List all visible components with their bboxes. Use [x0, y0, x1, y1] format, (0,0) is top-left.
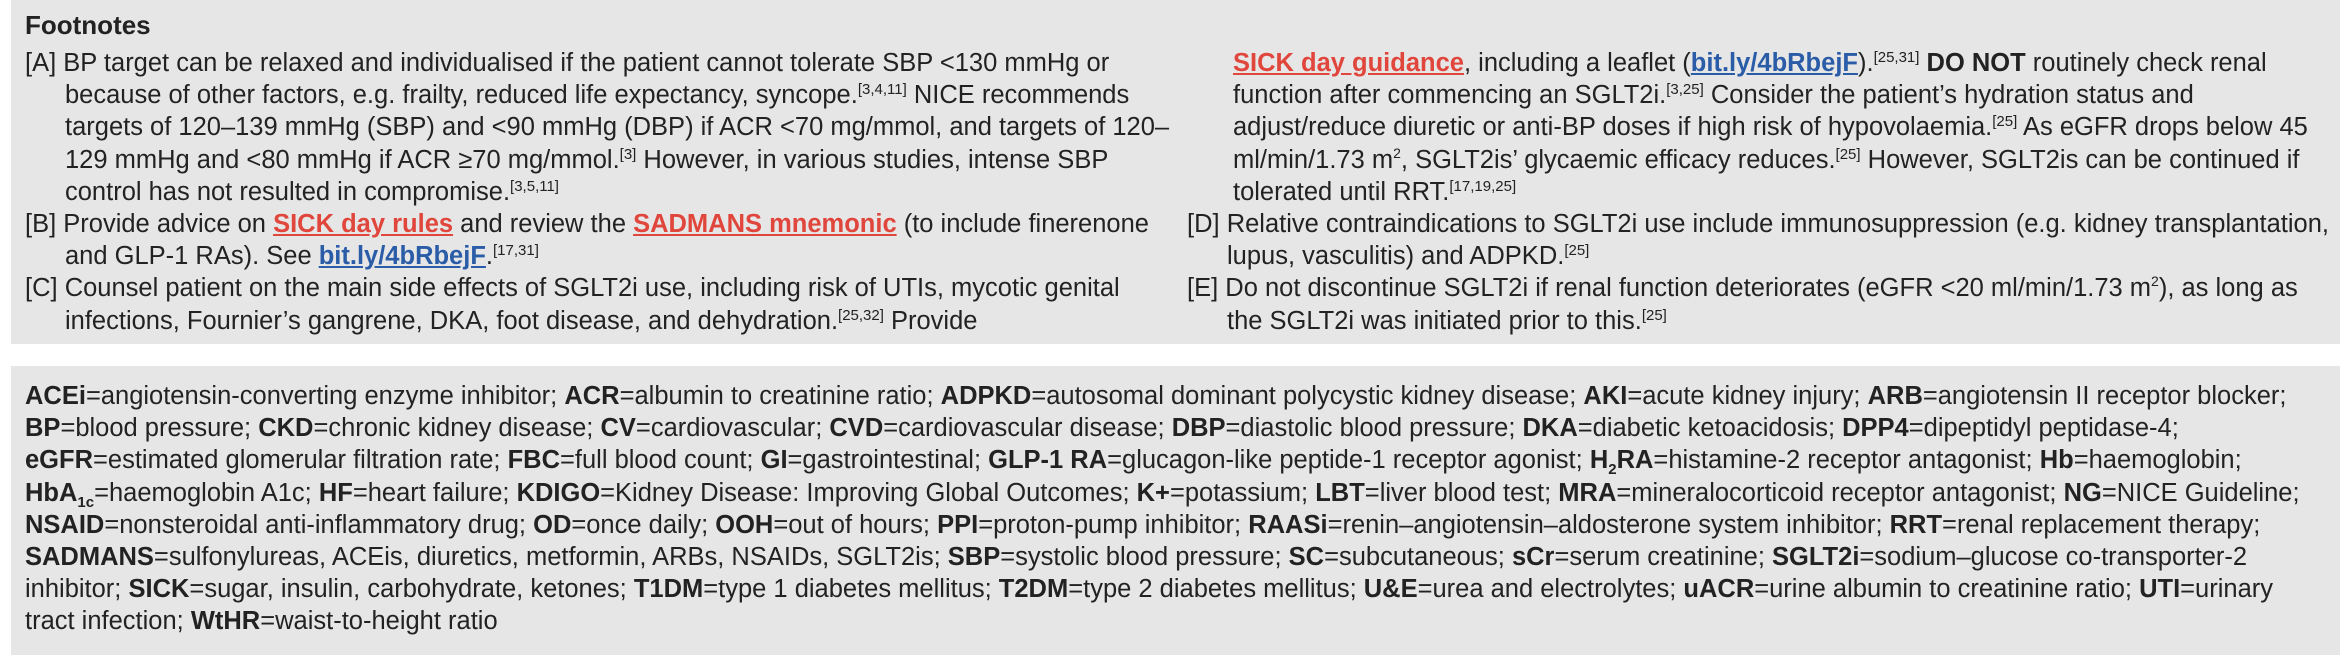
- abbreviation-entry: [1289, 543, 1512, 571]
- abbreviation-term: SICK: [128, 575, 190, 604]
- footnotes-left-column: [25, 47, 1175, 337]
- abbreviation-term: NSAID: [25, 510, 105, 539]
- abbreviation-term: WtHR: [190, 607, 261, 636]
- sick-day-guidance-link[interactable]: SICK day guidance: [1233, 49, 1464, 77]
- abbreviation-term: LBT: [1315, 478, 1365, 507]
- abbreviation-entry: [1558, 479, 2063, 507]
- abbreviation-entry: [761, 446, 989, 474]
- reference: [3,4,11]: [857, 81, 907, 99]
- reference: [25]: [1835, 145, 1861, 163]
- abbreviation-term: eGFR: [25, 446, 94, 475]
- abbreviation-term: GLP-1 RA: [988, 446, 1108, 475]
- abbreviation-entry: [829, 414, 1171, 442]
- footnote-d-letter: [D]: [1187, 210, 1220, 239]
- footnote-e-text-1: Do not discontinue SGLT2i if renal function deteriorates (eGFR <20 ml/min/1.73 m: [1225, 274, 2152, 303]
- footnote-b-text-2: and review the: [453, 210, 634, 239]
- abbreviation-term: OD: [533, 510, 572, 539]
- footnotes-right-column: [1187, 47, 2337, 337]
- footnote-c-cont-text-7: However, SGLT2is can be continued if tolerated until RRT.: [1233, 145, 2300, 206]
- abbreviation-definition: =haemoglobin;: [2073, 446, 2242, 475]
- abbreviation-entry: [634, 575, 999, 603]
- abbreviation-entry: [25, 478, 319, 511]
- abbreviation-entry: [937, 511, 1248, 539]
- abbreviation-entry: [564, 382, 940, 410]
- abbreviation-entry: [25, 414, 258, 442]
- abbreviation-entry: [1589, 446, 2040, 479]
- footnote-c-cont-text-6: , SGLT2is’ glycaemic efficacy reduces.: [1400, 145, 1836, 174]
- abbreviation-entry: [25, 543, 948, 571]
- abbreviation-entry: [600, 414, 829, 442]
- abbreviation-entry: [1868, 382, 2287, 410]
- abbreviation-definition: =dipeptidyl peptidase-4;: [1908, 414, 2179, 443]
- footnote-b-text-4: .: [485, 242, 493, 271]
- abbreviation-entry: [191, 607, 498, 635]
- abbreviation-term: OOH: [715, 510, 774, 539]
- footnote-b: [25, 208, 1175, 272]
- abbreviation-term: ARB: [1867, 382, 1923, 410]
- abbreviation-entry: [1315, 479, 1558, 507]
- abbreviation-entry: [1890, 511, 2261, 539]
- abbreviation-term: ACEi: [25, 382, 86, 410]
- footnotes-title: Footnotes: [25, 10, 151, 40]
- footnote-a-text-3: However, in various studies, intense SBP control has not resulted in compromise.: [65, 145, 1108, 206]
- abbreviation-entry: [1523, 414, 1843, 442]
- footnote-c-cont-text-4: Consider the patient’s hydration status and adjust/reduce diuretic or anti-BP doses if high risk of hypovolaemia.: [1233, 81, 2194, 142]
- sick-day-rules-link[interactable]: SICK day rules: [273, 210, 454, 239]
- abbreviation-entry: [1248, 511, 1889, 539]
- abbreviation-definition: =full blood count;: [560, 446, 761, 475]
- superscript: 2: [1393, 144, 1401, 161]
- abbreviation-definition: =sugar, insulin, carbohydrate, ketones;: [189, 575, 634, 604]
- abbreviation-entry: [1583, 382, 1867, 410]
- abbreviation-term: DBP: [1171, 414, 1226, 443]
- abbreviation-entry: [258, 414, 600, 442]
- abbreviation-definition: =type 2 diabetes mellitus;: [1068, 575, 1364, 604]
- do-not-emphasis: DO NOT: [1919, 49, 2026, 77]
- footnote-c-text-1: Counsel patient on the main side effects of SGLT2i use, including risk of UTIs, mycotic genital infections, Fournier’s gangrene, DKA, foot disease, and dehydration.: [64, 274, 1120, 335]
- abbreviation-definition: =urea and electrolytes;: [1417, 575, 1684, 604]
- abbreviation-entry: [25, 382, 564, 410]
- abbreviation-entry: [999, 575, 1364, 603]
- abbreviation-definition: =renal replacement therapy;: [1942, 510, 2261, 539]
- abbreviation-definition: =urine albumin to creatinine ratio;: [1754, 575, 2140, 604]
- footnote-a-text-1: BP target can be relaxed and individualised if the patient cannot tolerate SBP <130 mmHg or because of other factors, e.g. frailty, reduced life expectancy, syncope.: [63, 49, 1110, 110]
- abbreviation-definition: =acute kidney injury;: [1627, 382, 1868, 410]
- reference: [25]: [1641, 306, 1667, 324]
- sadmans-mnemonic-link[interactable]: SADMANS mnemonic: [633, 210, 897, 239]
- bitly-leaflet-link[interactable]: bit.ly/4bRbejF: [1690, 49, 1858, 77]
- abbreviation-term: DKA: [1522, 414, 1578, 443]
- abbreviation-entry: [1364, 575, 1684, 603]
- footnote-c-cont-text-3: routinely check renal function after commencing an SGLT2i.: [1233, 49, 2267, 110]
- footnote-c-letter: [C]: [25, 274, 58, 303]
- abbreviation-definition: =albumin to creatinine ratio;: [619, 382, 941, 410]
- abbreviation-entry: [1172, 414, 1523, 442]
- abbreviation-term: CVD: [829, 414, 884, 443]
- reference: [25]: [1992, 113, 2018, 131]
- abbreviation-term: $H_2RA$: [1589, 446, 1654, 479]
- abbreviation-definition: =sodium–glucose co-transporter-2 inhibitor;: [25, 543, 2248, 604]
- abbreviation-definition: =glucagon-like peptide-1 receptor agonist;: [1107, 446, 1590, 475]
- abbreviation-term: SADMANS: [25, 543, 154, 572]
- abbreviation-entry: [1512, 543, 1772, 571]
- abbreviation-entry: [2040, 446, 2242, 474]
- abbreviation-definition: =estimated glomerular filtration rate;: [93, 446, 508, 475]
- abbreviation-definition: =potassium;: [1169, 478, 1316, 507]
- abbreviation-entry: [715, 511, 937, 539]
- abbreviation-entry: [1842, 414, 2179, 442]
- abbreviation-term: ADPKD: [940, 382, 1032, 410]
- footnote-c-cont-text-5: As eGFR drops below 45 ml/min/1.73 m: [1233, 113, 2308, 174]
- abbreviation-definition: =out of hours;: [773, 510, 938, 539]
- abbreviation-definition: =gastrointestinal;: [787, 446, 989, 475]
- abbreviation-definition: =nonsteroidal anti-inflammatory drug;: [104, 510, 534, 539]
- reference: [3,25]: [1666, 81, 1704, 99]
- abbreviation-definition: =histamine-2 receptor antagonist;: [1653, 446, 2040, 475]
- abbreviation-term: NG: [2063, 478, 2102, 507]
- abbreviations-panel: [11, 366, 2340, 655]
- reference: [25]: [1564, 242, 1590, 260]
- abbreviation-definition: =haemoglobin A1c;: [94, 478, 319, 507]
- abbreviation-term: T1DM: [633, 575, 704, 604]
- reference: [25,31]: [1873, 49, 1920, 66]
- abbreviation-definition: =Kidney Disease: Improving Global Outcomes;: [600, 478, 1137, 507]
- abbreviation-definition: =blood pressure;: [60, 414, 259, 443]
- abbreviation-entry: [941, 382, 1584, 410]
- abbreviation-term: UTI: [2139, 575, 2181, 604]
- abbreviation-term: HF: [318, 478, 353, 507]
- abbreviation-term: RRT: [1889, 510, 1943, 539]
- footnote-b-text-1: Provide advice on: [63, 210, 274, 239]
- reference: [3]: [619, 145, 637, 163]
- abbreviation-definition: =cardiovascular disease;: [883, 414, 1172, 443]
- abbreviations-list: [25, 380, 2326, 638]
- abbreviation-definition: =systolic blood pressure;: [1000, 543, 1289, 572]
- abbreviation-term: T2DM: [998, 575, 1069, 604]
- abbreviation-entry: [517, 479, 1137, 507]
- abbreviation-subscript: 2: [1608, 461, 1617, 479]
- abbreviation-term: ACR: [564, 382, 620, 410]
- abbreviation-definition: =angiotensin II receptor blocker;: [1922, 382, 2287, 410]
- footnote-a-letter: [A]: [25, 49, 57, 77]
- abbreviation-definition: =chronic kidney disease;: [313, 414, 601, 443]
- abbreviation-term: GI: [760, 446, 788, 475]
- abbreviation-definition: =sulfonylureas, ACEis, diuretics, metformin, ARBs, NSAIDs, SGLT2is;: [153, 543, 948, 572]
- reference: [17,19,25]: [1449, 177, 1517, 195]
- abbreviation-term: RAASi: [1248, 510, 1328, 539]
- abbreviation-subscript: 1c: [77, 493, 95, 511]
- abbreviation-term-suffix: RA: [1616, 446, 1654, 475]
- abbreviation-definition: =heart failure;: [352, 478, 517, 507]
- footnote-c: [25, 272, 1175, 336]
- footnotes-panel: [11, 0, 2340, 344]
- abbreviation-term: MRA: [1558, 478, 1617, 507]
- abbreviation-definition: =waist-to-height ratio: [260, 607, 498, 636]
- footnote-c-cont-text-1: , including a leaflet (: [1463, 49, 1691, 77]
- abbreviation-definition: =autosomal dominant polycystic kidney disease;: [1031, 382, 1584, 410]
- abbreviation-entry: [25, 446, 508, 474]
- abbreviation-term: SBP: [947, 543, 1001, 572]
- abbreviation-term: DPP4: [1842, 414, 1909, 443]
- abbreviation-entry: [25, 511, 533, 539]
- abbreviation-term: uACR: [1683, 575, 1755, 604]
- footnote-e: [1187, 272, 2337, 336]
- abbreviation-definition: =urinary tract infection;: [25, 575, 2273, 636]
- abbreviation-term: Hb: [2039, 446, 2074, 475]
- footnote-c-cont-text-2: ).: [1857, 49, 1874, 77]
- abbreviation-entry: [1683, 575, 2139, 603]
- abbreviation-term: KDIGO: [516, 478, 601, 507]
- footnote-b-letter: [B]: [25, 210, 57, 239]
- abbreviation-entry: [948, 543, 1289, 571]
- abbreviation-definition: =subcutaneous;: [1324, 543, 1512, 572]
- footnote-d: [1187, 208, 2337, 272]
- abbreviation-definition: =diastolic blood pressure;: [1225, 414, 1523, 443]
- footnote-b-text-3: (to include finerenone and GLP-1 RAs). See: [65, 210, 1149, 271]
- abbreviation-entry: [1137, 479, 1316, 507]
- abbreviation-term: CKD: [258, 414, 314, 443]
- abbreviation-term: sCr: [1511, 543, 1555, 572]
- bitly-link[interactable]: bit.ly/4bRbejF: [318, 242, 486, 271]
- abbreviation-definition: =liver blood test;: [1364, 478, 1559, 507]
- abbreviation-term: BP: [25, 414, 61, 443]
- abbreviation-term: CV: [600, 414, 636, 443]
- footnote-d-text-1: Relative contraindications to SGLT2i use include immunosuppression (e.g. kidney transplantation, lupus, vasculitis) and ADPKD.: [1226, 210, 2329, 271]
- footnote-a-text-2: NICE recommends targets of 120–139 mmHg (SBP) and <90 mmHg (DBP) if ACR <70 mg/mmol, and targets of 120–129 mmHg and <80 mmHg if ACR ≥70 mg/mmol.: [65, 81, 1170, 174]
- abbreviation-term: K+: [1136, 478, 1170, 507]
- reference: [3,5,11]: [510, 177, 559, 195]
- abbreviation-entry: [2064, 479, 2300, 507]
- abbreviation-definition: =type 1 diabetes mellitus;: [703, 575, 999, 604]
- abbreviation-term: FBC: [507, 446, 560, 475]
- reference: [25,32]: [838, 306, 884, 324]
- abbreviation-term: HbA$_{1c}$: [25, 478, 95, 511]
- superscript: 2: [2151, 273, 2159, 290]
- abbreviation-term: SC: [1288, 543, 1325, 572]
- abbreviation-entry: [128, 575, 633, 603]
- abbreviation-definition: =angiotensin-converting enzyme inhibitor;: [85, 382, 565, 410]
- abbreviation-definition: =NICE Guideline;: [2101, 478, 2300, 507]
- abbreviation-term: PPI: [937, 510, 979, 539]
- footnote-c-text-2: Provide: [883, 306, 978, 335]
- reference: [17,31]: [493, 242, 539, 260]
- abbreviation-term: SGLT2i: [1772, 543, 1860, 572]
- abbreviation-definition: =mineralocorticoid receptor antagonist;: [1616, 478, 2064, 507]
- abbreviation-term: U&E: [1363, 575, 1418, 604]
- abbreviation-definition: =once daily;: [571, 510, 716, 539]
- abbreviation-definition: =proton-pump inhibitor;: [978, 510, 1249, 539]
- abbreviation-definition: =renin–angiotensin–aldosterone system inhibitor;: [1327, 510, 1890, 539]
- footnote-c-continued: [1187, 47, 2337, 208]
- footnote-a: [25, 47, 1175, 208]
- abbreviation-definition: =serum creatinine;: [1554, 543, 1773, 572]
- abbreviation-entry: [533, 511, 715, 539]
- abbreviation-definition: =diabetic ketoacidosis;: [1577, 414, 1843, 443]
- abbreviation-entry: [319, 479, 517, 507]
- abbreviation-entry: [508, 446, 761, 474]
- footnote-e-letter: [E]: [1187, 274, 1219, 303]
- footnote-e-text-2: ), as long as the SGLT2i was initiated prior to this.: [1227, 274, 2298, 335]
- abbreviation-definition: =cardiovascular;: [635, 414, 830, 443]
- abbreviation-term: AKI: [1583, 382, 1628, 410]
- abbreviation-entry: [988, 446, 1590, 474]
